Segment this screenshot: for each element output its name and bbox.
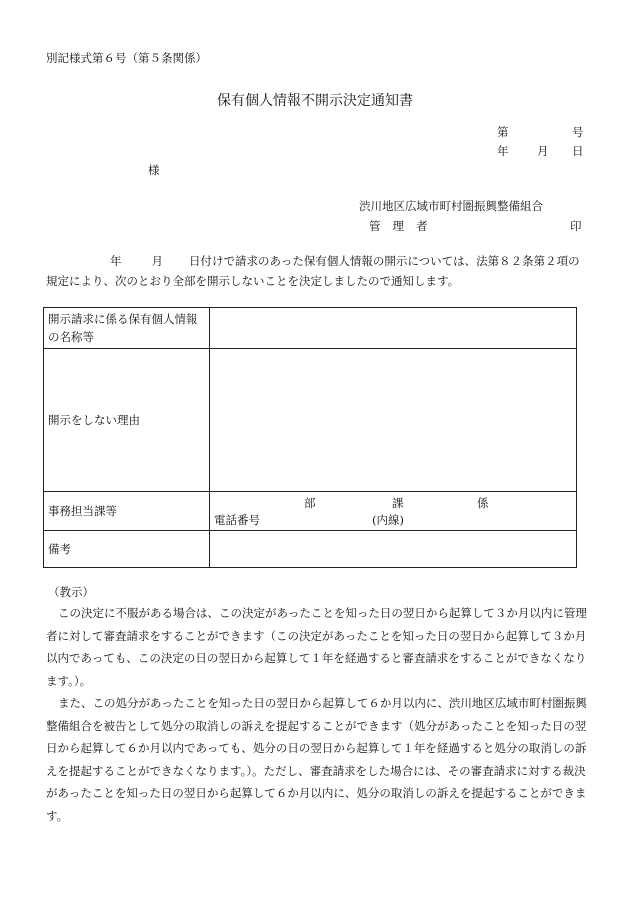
table-row — [44, 349, 577, 492]
body-month-label: 月 — [151, 254, 163, 268]
remarks-label: 備考 — [44, 531, 210, 568]
body-year-label: 年 — [110, 254, 122, 268]
phone-label: 電話番号 — [214, 513, 260, 527]
table-row — [44, 492, 577, 531]
date-month-label: 月 — [537, 144, 549, 158]
number-go-label: 号 — [572, 125, 584, 139]
info-table — [43, 307, 577, 568]
dept-bu-label: 部 — [304, 496, 316, 510]
table-row — [44, 531, 577, 568]
department-cell — [210, 492, 577, 531]
body-paragraph — [46, 251, 591, 291]
department-label: 事務担当課等 — [44, 492, 210, 531]
notice-paragraph-2: また、この処分があったことを知った日の翌日から起算して６か月以内に、渋川地区広域市町村圏振興整備組合を被告として処分の取消しの訴えを提起することができます（処分があったことを知った日の翌日から起算して６か月以内であっても、処分の日の翌日から起算して１年を経過すると処分の取消しの訴えを提起することができなくなります。）。ただし、審査請求をした場合には、その審査請求に対する裁決があったことを知った日の翌日から起算して６か月以内に、処分の取消しの訴えを提起することができます。 — [46, 696, 587, 823]
number-dai-label: 第 — [497, 125, 509, 139]
form-number: 別記様式第６号（第５条関係） — [46, 51, 207, 65]
remarks-cell — [210, 531, 577, 568]
reason-label: 開示をしない理由 — [44, 349, 210, 492]
organization-name: 渋川地区広域市町村圏振興整備組合 — [359, 199, 543, 213]
dept-kakari-label: 係 — [477, 496, 489, 510]
notice-heading: （教示） — [48, 585, 94, 599]
requested-info-label: 開示請求に係る保有個人情報の名称等 — [44, 308, 210, 349]
notice-paragraph-1: この決定に不服がある場合は、この決定があったことを知った日の翌日から起算して３か月以内に管理者に対して審査請求をすることができます（この決定があったことを知った日の翌日から起算して３か月以内であっても、この決定の日の翌日から起算して１年を経過すると審査請求をすることができなくなります。）。 — [46, 606, 587, 688]
reason-cell — [210, 349, 577, 492]
phone-line — [214, 511, 572, 528]
addressee-suffix: 様 — [148, 163, 160, 177]
dept-ka-label: 課 — [392, 496, 404, 510]
manager-title: 管理者 — [369, 219, 440, 233]
requested-info-cell — [210, 308, 577, 349]
document-title: 保有個人情報不開示決定通知書 — [217, 93, 413, 109]
body-text: 日付けで請求のあった保有個人情報の開示については、法第８２条第２項の規定により、次のとおり全部を開示しないことを決定しましたので通知します。 — [46, 254, 580, 288]
date-day-label: 日 — [572, 144, 584, 158]
seal-mark: 印 — [570, 219, 582, 233]
table-row — [44, 308, 577, 349]
date-year-label: 年 — [497, 144, 509, 158]
extension-label: (内線) — [372, 513, 404, 527]
department-line — [214, 494, 572, 511]
